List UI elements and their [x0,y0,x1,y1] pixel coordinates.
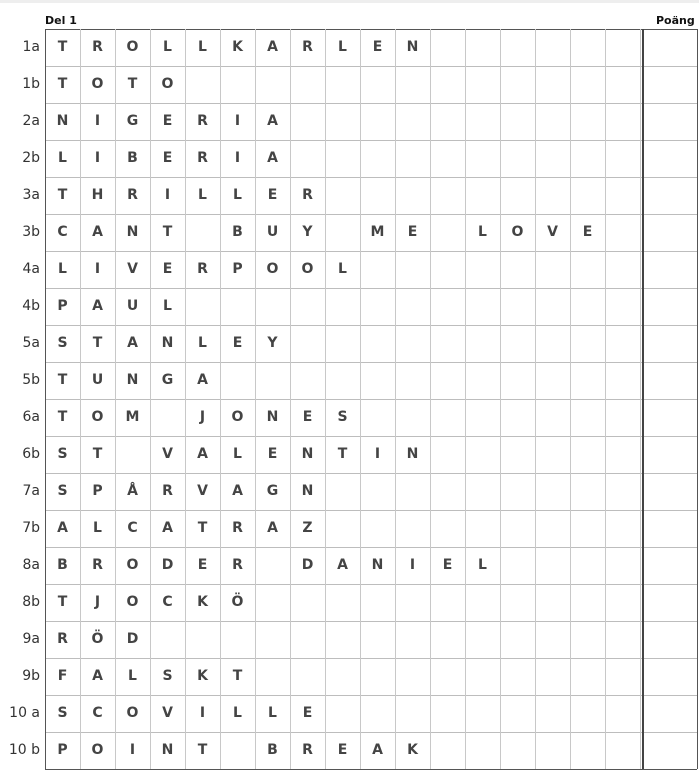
answer-cell: C [92,705,103,721]
points-cell [643,547,696,584]
answer-cell: R [127,187,138,203]
answer-cell: V [162,705,173,721]
answer-cell: R [232,520,243,536]
answer-cell: R [232,557,243,573]
answer-cell: L [198,187,207,203]
answer-cell: J [199,409,206,425]
answer-cell: A [337,557,348,573]
answer-cell: N [406,39,419,55]
answer-cell: I [409,557,416,573]
answer-cell: E [162,150,173,166]
answer-cell: H [91,187,104,203]
points-column-header: Poäng [656,14,695,27]
section-title: Del 1 [45,14,77,27]
answer-cell: T [162,224,173,240]
answer-cell: Å [127,483,138,499]
answer-cell: E [232,335,243,351]
answer-cell: N [56,113,69,129]
answer-cell: T [57,76,68,92]
answer-row [0,473,699,510]
answer-cell: O [91,742,104,758]
question-number: 10 b [8,742,40,758]
answer-cell: P [232,261,243,277]
answer-row [0,658,699,695]
answer-cell: J [94,594,101,610]
question-number: 6b [22,446,40,462]
answer-cell: N [406,446,419,462]
answer-cell: O [91,76,104,92]
question-number: 6a [22,409,40,425]
answer-cell: N [161,335,174,351]
question-number: 2a [22,113,40,129]
answer-cell: A [162,520,173,536]
answer-cell: K [407,742,418,758]
answer-cell: R [92,557,103,573]
points-cell [643,658,696,695]
question-number: 7b [22,520,40,536]
answer-cell: A [372,742,383,758]
answer-cell: G [266,483,279,499]
answer-cell: D [126,631,139,647]
answer-cell: L [128,668,137,684]
answer-cell: O [511,224,524,240]
answer-cell: S [57,446,68,462]
answer-cell: L [478,224,487,240]
answer-cell: R [197,113,208,129]
answer-cell: U [91,372,104,388]
points-cell [643,325,696,362]
answer-cell: B [57,557,68,573]
answer-cell: S [57,705,68,721]
answer-cell: M [125,409,140,425]
answer-cell: O [126,594,139,610]
points-cell [643,177,696,214]
answer-row [0,214,699,251]
answer-cell: P [92,483,103,499]
answer-cell [115,436,150,473]
answer-cell: L [233,446,242,462]
answer-row [0,325,699,362]
answer-cell: R [162,483,173,499]
answer-cell: L [58,261,67,277]
question-number: 9b [22,668,40,684]
answer-cell: E [442,557,453,573]
answer-cell: I [374,446,381,462]
question-number: 5a [22,335,40,351]
answer-cell: D [161,557,174,573]
answer-cell: B [232,224,243,240]
answer-cell: R [197,150,208,166]
question-number: 5b [22,372,40,388]
answer-cell: N [126,224,139,240]
answer-cell: C [162,594,173,610]
points-cell [643,510,696,547]
question-number: 3a [22,187,40,203]
answer-cell: O [301,261,314,277]
answer-cell: Y [267,335,278,351]
answer-cell: B [267,742,278,758]
question-number: 1b [22,76,40,92]
answer-cell: A [232,483,243,499]
answer-cell: R [302,187,313,203]
answer-cell: A [197,372,208,388]
answer-cell: S [57,335,68,351]
points-cell [643,621,696,658]
answer-cell: Y [302,224,313,240]
answer-row [0,103,699,140]
answer-cell: L [93,520,102,536]
answer-cell: E [197,557,208,573]
answer-cell: S [162,668,173,684]
answer-cell: O [231,409,244,425]
answer-cell: K [197,594,208,610]
points-cell [643,399,696,436]
answer-cell: Ö [91,631,104,647]
points-cell [643,251,696,288]
answer-cell: L [58,150,67,166]
answer-row [0,547,699,584]
answer-cell: R [57,631,68,647]
question-number: 3b [22,224,40,240]
question-number: 2b [22,150,40,166]
points-cell [643,362,696,399]
answer-cell: O [126,557,139,573]
answer-cell: F [57,668,68,684]
answer-cell: A [267,39,278,55]
answer-cell: L [338,261,347,277]
points-cell [643,140,696,177]
answer-cell: I [94,113,101,129]
answer-cell: D [301,557,314,573]
answer-cell: I [129,742,136,758]
answer-cell: T [337,446,348,462]
answer-row [0,288,699,325]
answer-cell: T [197,742,208,758]
answer-cell: B [127,150,138,166]
answer-cell: T [92,335,103,351]
answer-cell: I [94,150,101,166]
answer-cell: L [233,187,242,203]
answer-row [0,362,699,399]
answer-cell: A [267,150,278,166]
answer-cell: R [197,261,208,277]
answer-row [0,399,699,436]
answer-cell: K [197,668,208,684]
answer-cell: L [478,557,487,573]
answer-cell: L [198,39,207,55]
answer-cell: A [197,446,208,462]
answer-cell: P [57,742,68,758]
answer-row [0,251,699,288]
answer-cell: A [92,668,103,684]
answer-cell: O [161,76,174,92]
answer-cell: E [267,187,278,203]
answer-cell: C [57,224,68,240]
answer-cell: T [57,594,68,610]
answer-cell: G [161,372,174,388]
answer-cell: V [197,483,208,499]
question-number: 9a [22,631,40,647]
answer-cell: A [92,224,103,240]
answer-cell: N [301,483,314,499]
points-cell [643,473,696,510]
answer-cell: A [92,298,103,314]
answer-cell: A [267,520,278,536]
answer-cell: N [371,557,384,573]
answer-cell: O [126,39,139,55]
answer-cell: E [407,224,418,240]
answer-cell: E [337,742,348,758]
answer-cell: A [127,335,138,351]
answer-cell: K [232,39,243,55]
answer-cell: O [126,705,139,721]
answer-cell: E [267,446,278,462]
answer-cell: V [547,224,558,240]
answer-cell: N [161,742,174,758]
answer-row [0,29,699,66]
answer-cell: V [127,261,138,277]
answer-cell: R [92,39,103,55]
answer-row [0,177,699,214]
answer-cell: Ö [231,594,244,610]
answer-cell: L [268,705,277,721]
answer-cell: U [126,298,139,314]
answer-cell: T [57,372,68,388]
answer-cell: E [162,261,173,277]
answer-cell: A [267,113,278,129]
answer-row [0,510,699,547]
answer-cell [325,214,360,251]
answer-cell: I [94,261,101,277]
answer-cell: L [163,39,172,55]
question-number: 10 a [9,705,40,721]
answer-row [0,66,699,103]
points-cell [643,695,696,732]
answer-cell: N [266,409,279,425]
answer-cell: U [266,224,279,240]
points-cell [643,66,696,103]
answer-cell: I [164,187,171,203]
question-number: 8b [22,594,40,610]
answer-cell [220,732,255,769]
answer-cell: E [302,705,313,721]
question-number: 4b [22,298,40,314]
answer-cell: N [301,446,314,462]
answer-row [0,436,699,473]
answer-cell: R [302,742,313,758]
answer-row [0,695,699,732]
answer-cell: P [57,298,68,314]
answer-cell [255,547,290,584]
answer-cell: T [57,409,68,425]
points-cell [643,103,696,140]
answer-cell: T [232,668,243,684]
answer-cell: M [370,224,385,240]
answer-cell: G [126,113,139,129]
answer-cell: C [127,520,138,536]
answer-cell: E [372,39,383,55]
answer-cell: T [127,76,138,92]
question-number: 4a [22,261,40,277]
answer-cell: I [199,705,206,721]
answer-cell: S [337,409,348,425]
answer-row [0,732,699,769]
answer-cell: E [162,113,173,129]
answer-row [0,584,699,621]
answer-cell: Z [302,520,313,536]
points-cell [643,436,696,473]
points-cell [643,288,696,325]
answer-cell: I [234,113,241,129]
answer-cell: R [302,39,313,55]
answer-cell: L [163,298,172,314]
answer-cell: T [92,446,103,462]
answer-cell [430,214,465,251]
answer-cell: S [57,483,68,499]
answer-cell: A [57,520,68,536]
points-cell [643,214,696,251]
answer-cell: T [57,187,68,203]
question-number: 8a [22,557,40,573]
answer-cell: I [234,150,241,166]
answer-cell: T [197,520,208,536]
answer-cell: T [57,39,68,55]
answer-cell: L [338,39,347,55]
answer-cell: N [126,372,139,388]
answer-cell: E [302,409,313,425]
question-number: 7a [22,483,40,499]
answer-cell [150,399,185,436]
answer-cell: L [198,335,207,351]
answer-cell: O [91,409,104,425]
answer-cell: E [582,224,593,240]
answer-cell: V [162,446,173,462]
answer-cell [185,214,220,251]
points-cell [643,584,696,621]
points-cell [643,29,696,66]
answer-cell: L [233,705,242,721]
answer-cell: O [266,261,279,277]
question-number: 1a [22,39,40,55]
points-cell [643,732,696,769]
answer-row [0,140,699,177]
answer-row [0,621,699,658]
